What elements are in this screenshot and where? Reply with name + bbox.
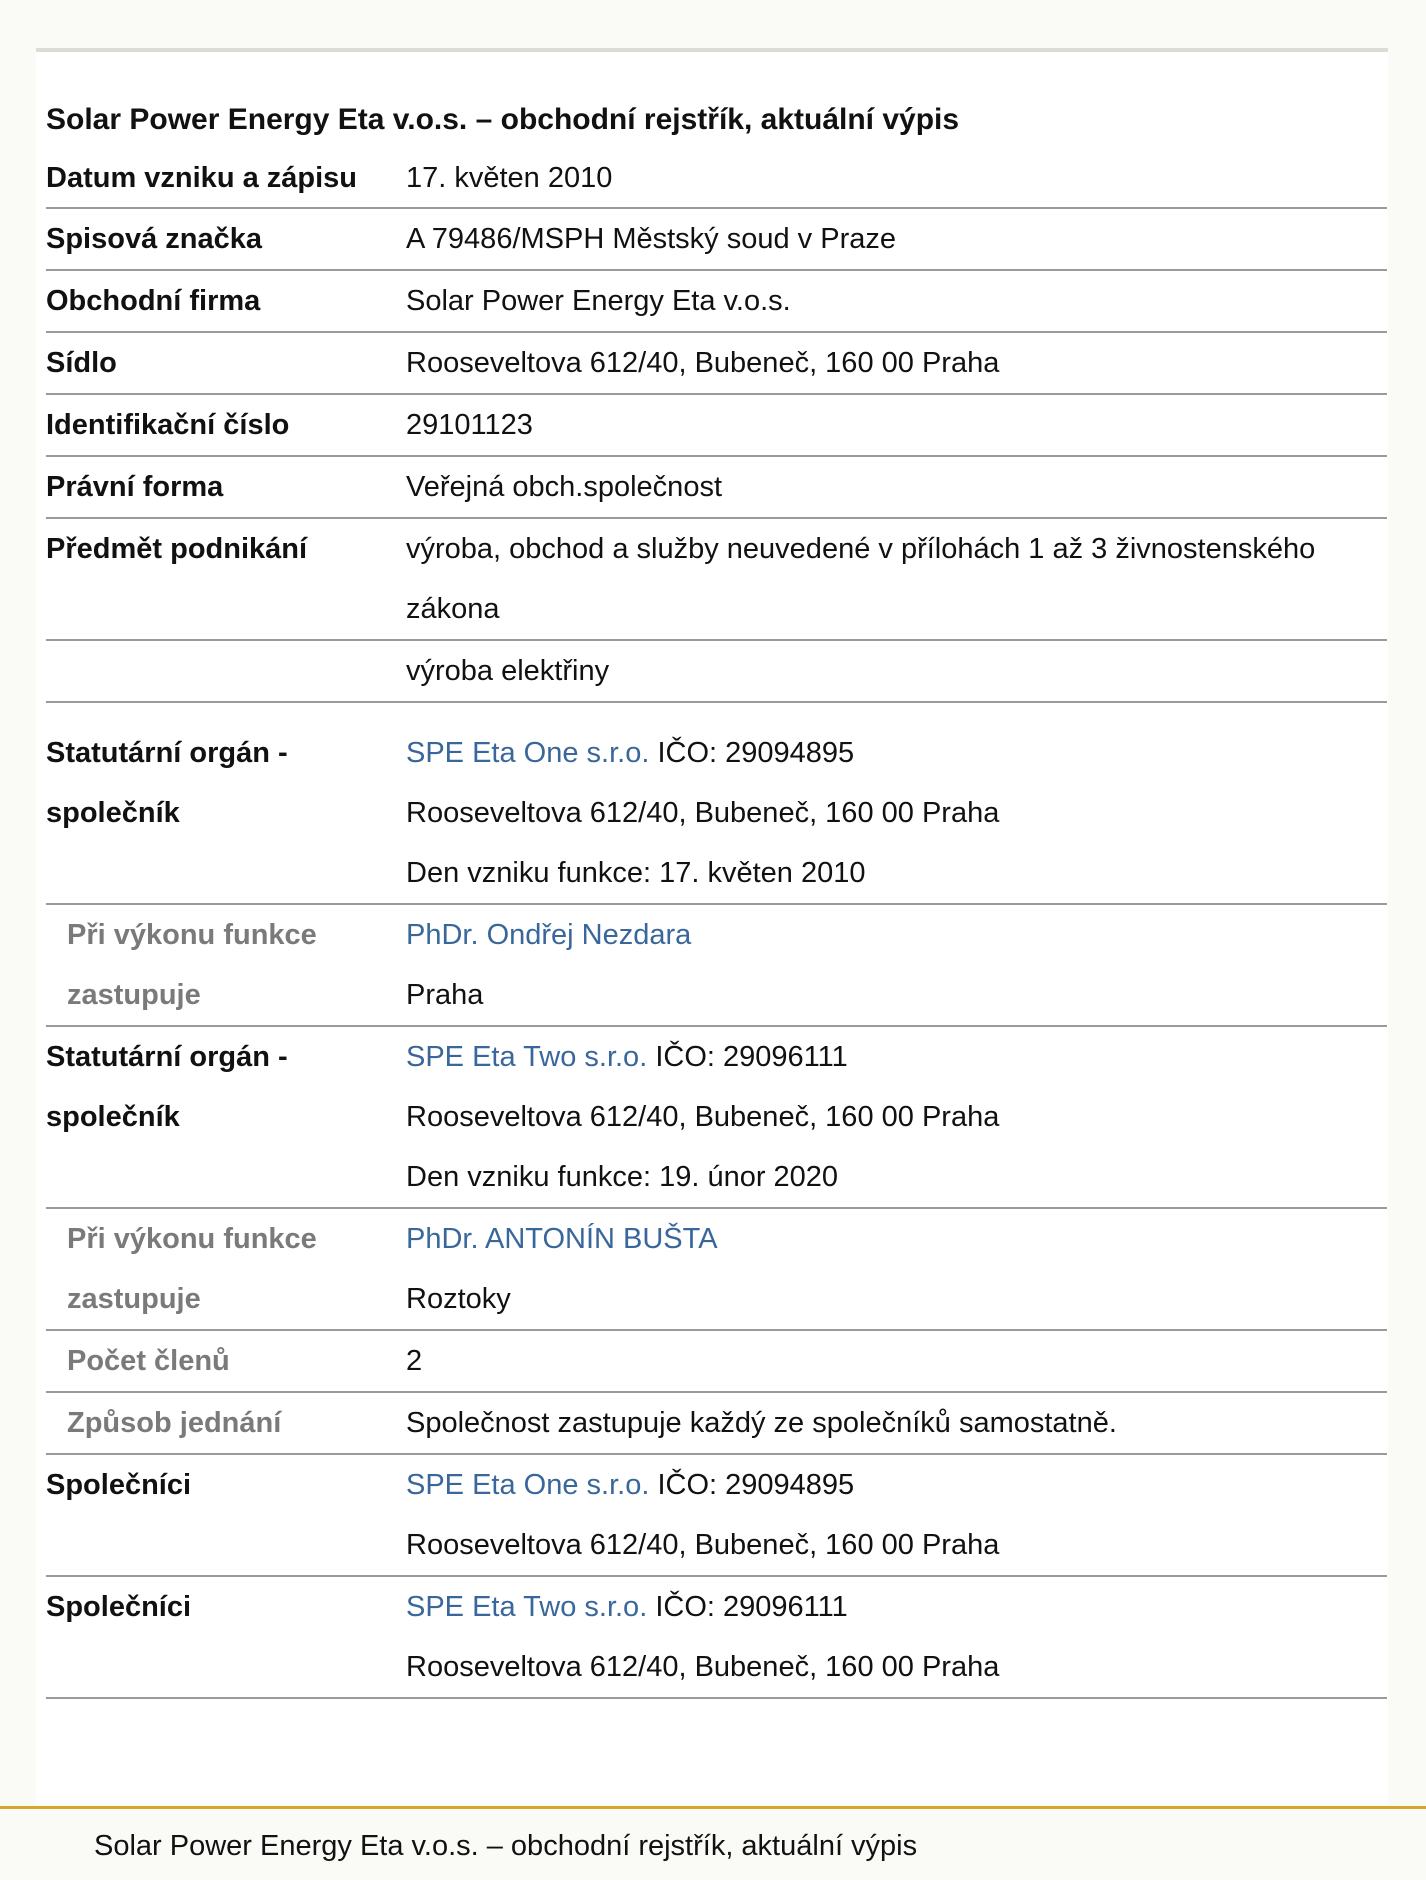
row-value <box>406 1576 1387 1698</box>
row-label: Spisová značka <box>46 208 406 270</box>
row-label: Společníci <box>46 1576 406 1698</box>
row-label: Při výkonu funkce zastupuje <box>46 904 406 1026</box>
entity-address: Rooseveltova 612/40, Bubeneč, 160 00 Praha <box>406 1529 1000 1561</box>
entity-ico: IČO: 29096111 <box>655 1041 848 1073</box>
person-link[interactable]: PhDr. ANTONÍN BUŠTA <box>406 1223 718 1255</box>
row-datum-vzniku <box>46 153 1387 208</box>
entity-link[interactable]: SPE Eta One s.r.o. <box>406 737 650 769</box>
registry-table <box>46 153 1387 1699</box>
page-title: Solar Power Energy Eta v.o.s. – obchodní rejstřík, aktuální výpis <box>46 103 960 136</box>
row-value <box>406 702 1387 904</box>
person-place: Praha <box>406 979 484 1011</box>
row-value: 2 <box>406 1330 1387 1392</box>
entity-link[interactable]: SPE Eta One s.r.o. <box>406 1469 650 1501</box>
entity-ico: IČO: 29096111 <box>655 1591 848 1623</box>
entity-line <box>406 723 1387 783</box>
entity-since: Den vzniku funkce: 19. únor 2020 <box>406 1161 839 1193</box>
row-pocet-clenu <box>46 1330 1387 1392</box>
row-label: Datum vzniku a zápisu <box>46 153 406 208</box>
entity-line <box>406 1027 1387 1087</box>
entity-address: Rooseveltova 612/40, Bubeneč, 160 00 Praha <box>406 1101 1000 1133</box>
row-predmet-podnikani-2 <box>46 640 1387 702</box>
row-value <box>406 904 1387 1026</box>
row-statutarni-organ-1 <box>46 702 1387 904</box>
row-pravni-forma <box>46 456 1387 518</box>
person-place: Roztoky <box>406 1283 511 1315</box>
row-label: Statutární orgán - společník <box>46 1026 406 1208</box>
row-value: Solar Power Energy Eta v.o.s. <box>406 270 1387 332</box>
row-spolecnici-2 <box>46 1576 1387 1698</box>
row-statutarni-organ-2 <box>46 1026 1387 1208</box>
row-value: Rooseveltova 612/40, Bubeneč, 160 00 Praha <box>406 332 1387 394</box>
row-label: Při výkonu funkce zastupuje <box>46 1208 406 1330</box>
person-link[interactable]: PhDr. Ondřej Nezdara <box>406 919 692 951</box>
row-value <box>406 1208 1387 1330</box>
row-label: Způsob jednání <box>46 1392 406 1454</box>
entity-link[interactable]: SPE Eta Two s.r.o. <box>406 1591 648 1623</box>
row-label: Statutární orgán - společník <box>46 702 406 904</box>
row-value: A 79486/MSPH Městský soud v Praze <box>406 208 1387 270</box>
entity-ico: IČO: 29094895 <box>657 1469 855 1501</box>
row-label: Právní forma <box>46 456 406 518</box>
row-pri-vykonu-1 <box>46 904 1387 1026</box>
row-identifikacni-cislo <box>46 394 1387 456</box>
entity-link[interactable]: SPE Eta Two s.r.o. <box>406 1041 648 1073</box>
row-value <box>406 518 1387 640</box>
row-value: Veřejná obch.společnost <box>406 456 1387 518</box>
entity-line <box>406 1455 1387 1515</box>
footer-caption: Solar Power Energy Eta v.o.s. – obchodní rejstřík, aktuální výpis <box>94 1830 918 1862</box>
row-value <box>406 1454 1387 1576</box>
footer-divider <box>0 1806 1426 1809</box>
row-label-empty <box>46 640 406 702</box>
row-label: Počet členů <box>46 1330 406 1392</box>
row-label: Společníci <box>46 1454 406 1576</box>
entity-line <box>406 1577 1387 1637</box>
row-zpusob-jednani <box>46 1392 1387 1454</box>
person-line <box>406 1209 1387 1269</box>
predmet-item: výroba elektřiny <box>406 640 1387 702</box>
row-label: Identifikační číslo <box>46 394 406 456</box>
row-spolecnici-1 <box>46 1454 1387 1576</box>
row-predmet-podnikani <box>46 518 1387 640</box>
row-value <box>406 1026 1387 1208</box>
row-label: Obchodní firma <box>46 270 406 332</box>
row-value: Společnost zastupuje každý ze společníků samostatně. <box>406 1392 1387 1454</box>
entity-ico: IČO: 29094895 <box>657 737 855 769</box>
row-value: 17. květen 2010 <box>406 153 1387 208</box>
row-sidlo <box>46 332 1387 394</box>
entity-since: Den vzniku funkce: 17. květen 2010 <box>406 857 866 889</box>
entity-address: Rooseveltova 612/40, Bubeneč, 160 00 Praha <box>406 797 1000 829</box>
entity-address: Rooseveltova 612/40, Bubeneč, 160 00 Praha <box>406 1651 1000 1683</box>
person-line <box>406 905 1387 965</box>
row-obchodni-firma <box>46 270 1387 332</box>
row-value: 29101123 <box>406 394 1387 456</box>
predmet-item: výroba, obchod a služby neuvedené v přílohách 1 až 3 živnostenského zákona <box>406 533 1316 625</box>
row-pri-vykonu-2 <box>46 1208 1387 1330</box>
row-label: Předmět podnikání <box>46 518 406 640</box>
row-label: Sídlo <box>46 332 406 394</box>
row-spisova-znacka <box>46 208 1387 270</box>
